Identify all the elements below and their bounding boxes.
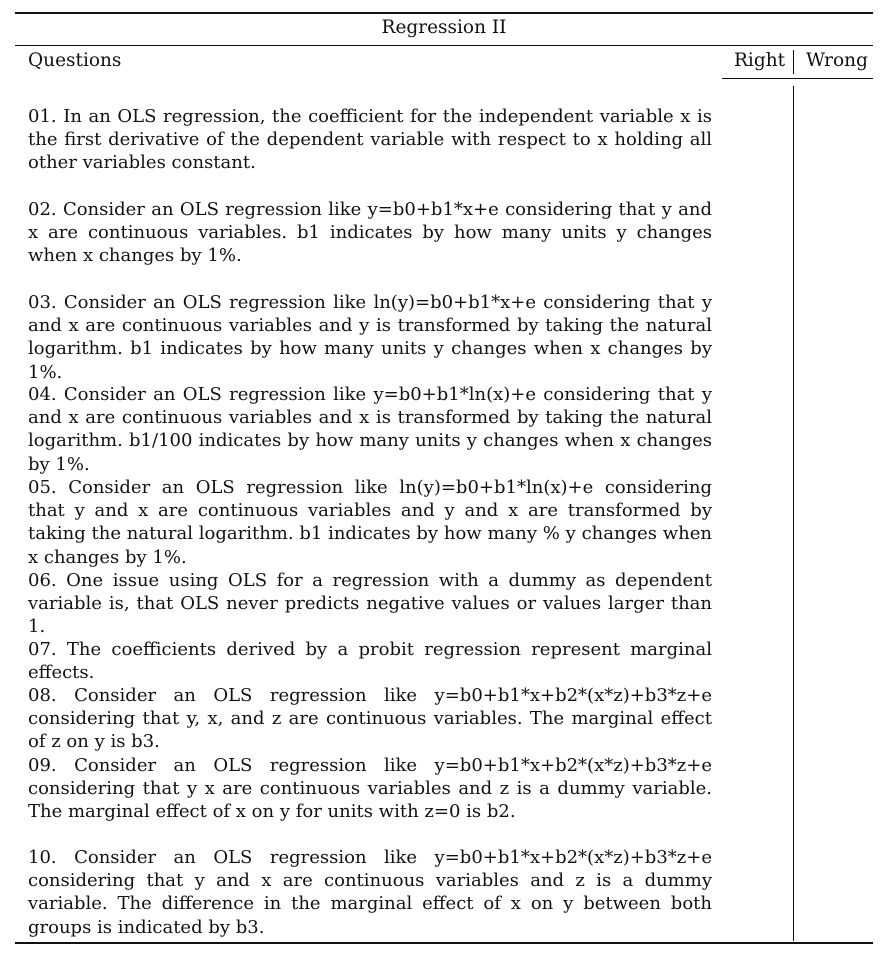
question-02: 02. Consider an OLS regression like y=b0+b1*x+e considering that y and x are continuous variables. b1 indicates by how many units y changes when x changes by 1%. bbox=[28, 199, 712, 267]
table-title: Regression II bbox=[381, 17, 507, 38]
question-09: 09. Consider an OLS regression like y=b0+b1*x+b2*(x*z)+b3*z+e considering that y x are continuous variables and z is a dummy variable. The marginal effect of x on y for units with z=0 is b2. bbox=[28, 755, 712, 823]
question-05: 05. Consider an OLS regression like ln(y)=b0+b1*ln(x)+e considering that y and x are continuous variables and y and x are transformed by taking the natural logarithm. b1 indicates by how many % y changes when x changes by 1%. bbox=[28, 477, 712, 568]
answer-column-divider bbox=[793, 86, 794, 941]
question-03: 03. Consider an OLS regression like ln(y)=b0+b1*x+e considering that y and x are continuous variables and y is transformed by taking the natural logarithm. b1 indicates by how many units y changes when x changes by 1%. bbox=[28, 292, 712, 383]
question-08: 08. Consider an OLS regression like y=b0+b1*x+b2*(x*z)+b3*z+e considering that y, x, and z are continuous variables. The marginal effect of z on y is b3. bbox=[28, 685, 712, 753]
header-wrong: Wrong bbox=[806, 50, 868, 71]
title-rule bbox=[15, 45, 873, 46]
bottom-rule bbox=[15, 942, 873, 944]
question-10: 10. Consider an OLS regression like y=b0+b1*x+b2*(x*z)+b3*z+e considering that y and x are continuous variables and z is a dummy variable. The difference in the marginal effect of x on y between both groups is indicated by b3. bbox=[28, 847, 712, 938]
question-07: 07. The coefficients derived by a probit regression represent marginal effects. bbox=[28, 639, 712, 684]
question-01: 01. In an OLS regression, the coefficient for the independent variable x is the first derivative of the dependent variable with respect to x holding all other variables constant. bbox=[28, 106, 712, 174]
top-rule bbox=[15, 12, 873, 14]
header-right: Right bbox=[734, 50, 786, 71]
question-04: 04. Consider an OLS regression like y=b0+b1*ln(x)+e considering that y and x are continuous variables and x is transformed by taking the natural logarithm. b1/100 indicates by how many units y changes when x changes by 1%. bbox=[28, 384, 712, 475]
header-questions: Questions bbox=[28, 50, 122, 71]
header-separator bbox=[793, 50, 794, 74]
question-06: 06. One issue using OLS for a regression with a dummy as dependent variable is, that OLS never predicts negative values or values larger than 1. bbox=[28, 570, 712, 638]
header-underline bbox=[722, 78, 873, 79]
